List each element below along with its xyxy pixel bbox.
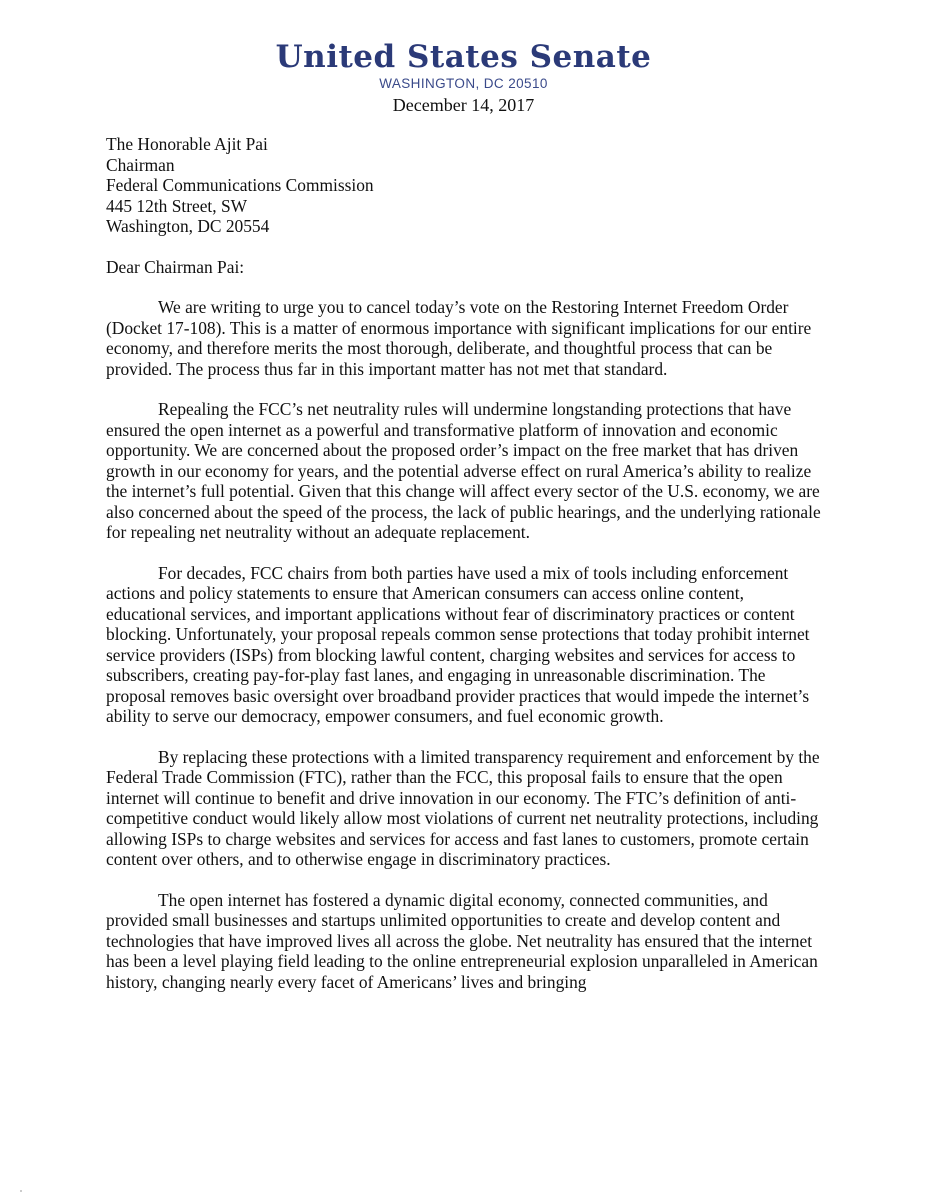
- recipient-name: The Honorable Ajit Pai: [106, 134, 268, 154]
- recipient-street: 445 12th Street, SW: [106, 195, 248, 216]
- letter-date: December 14, 2017: [392, 95, 535, 115]
- recipient-city: Washington, DC 20554: [106, 216, 270, 236]
- letterhead: [0, 38, 927, 116]
- senate-title: United States Senate: [275, 39, 652, 75]
- body-paragraph: By replacing these protections with a limited transparency requirement and enforcement by the Federal Trade Commission (FTC), rather than the FCC, this proposal fails to ensure that the open internet will continue to benefit and drive innovation in our economy. The FTC’s definition of anti-competitive conduct would likely allow most violations of current net neutrality protections, including allowing ISPs to charge websites and services for access and fast lanes to customers, promote certain content over others, and to otherwise engage in discriminatory practices.: [106, 746, 820, 869]
- body-paragraph: Repealing the FCC’s net neutrality rules will undermine longstanding protections that have ensured the open internet as a powerful and transformative platform of innovation and economic opportunity. We are concerned about the proposed order’s impact on the free market that has driven growth in our economy for years, and the potential adverse effect on rural America’s ability to realize the internet’s full potential. Given that this change will affect every sector of the U.S. economy, we are also concerned about the speed of the process, the lack of public hearings, and the underlying rationale for repealing net neutrality without an adequate replacement.: [106, 399, 821, 542]
- body-paragraph: For decades, FCC chairs from both parties have used a mix of tools including enforcement actions and policy statements to ensure that American consumers can access online content, educational services, and important applications without fear of discriminatory practices or content blocking. Unfortunately, your proposal repeals common sense protections that today prohibit internet service providers (ISPs) from blocking lawful content, charging websites and services for access to subscribers, creating pay-for-play fast lanes, and engaging in unreasonable discrimination. The proposal removes basic oversight over broadband provider practices that would impede the internet’s ability to serve our democracy, empower consumers, and fuel economic growth.: [106, 562, 810, 726]
- letter-body: [106, 134, 826, 992]
- body-paragraph: The open internet has fostered a dynamic digital economy, connected communities, and provided small businesses and startups unlimited opportunities to create and develop content and technologies that have improved lives all across the globe. Net neutrality has ensured that the internet has been a level playing field leading to the online entrepreneurial explosion unparalleled in American history, changing nearly every facet of Americans’ lives and bringing: [106, 889, 818, 992]
- recipient-address: [106, 134, 826, 237]
- senate-city: WASHINGTON, DC 20510: [379, 76, 548, 91]
- salutation: Dear Chairman Pai:: [106, 256, 245, 277]
- scan-speck: [20, 1190, 22, 1192]
- body-paragraph: We are writing to urge you to cancel today’s vote on the Restoring Internet Freedom Order (Docket 17-108). This is a matter of enormous importance with significant implications for our entire economy, and therefore merits the most thorough, deliberate, and thoughtful process that can be provided. The process thus far in this important matter has not met that standard.: [106, 297, 812, 379]
- recipient-title: Chairman: [106, 154, 175, 175]
- recipient-organization: Federal Communications Commission: [106, 175, 374, 195]
